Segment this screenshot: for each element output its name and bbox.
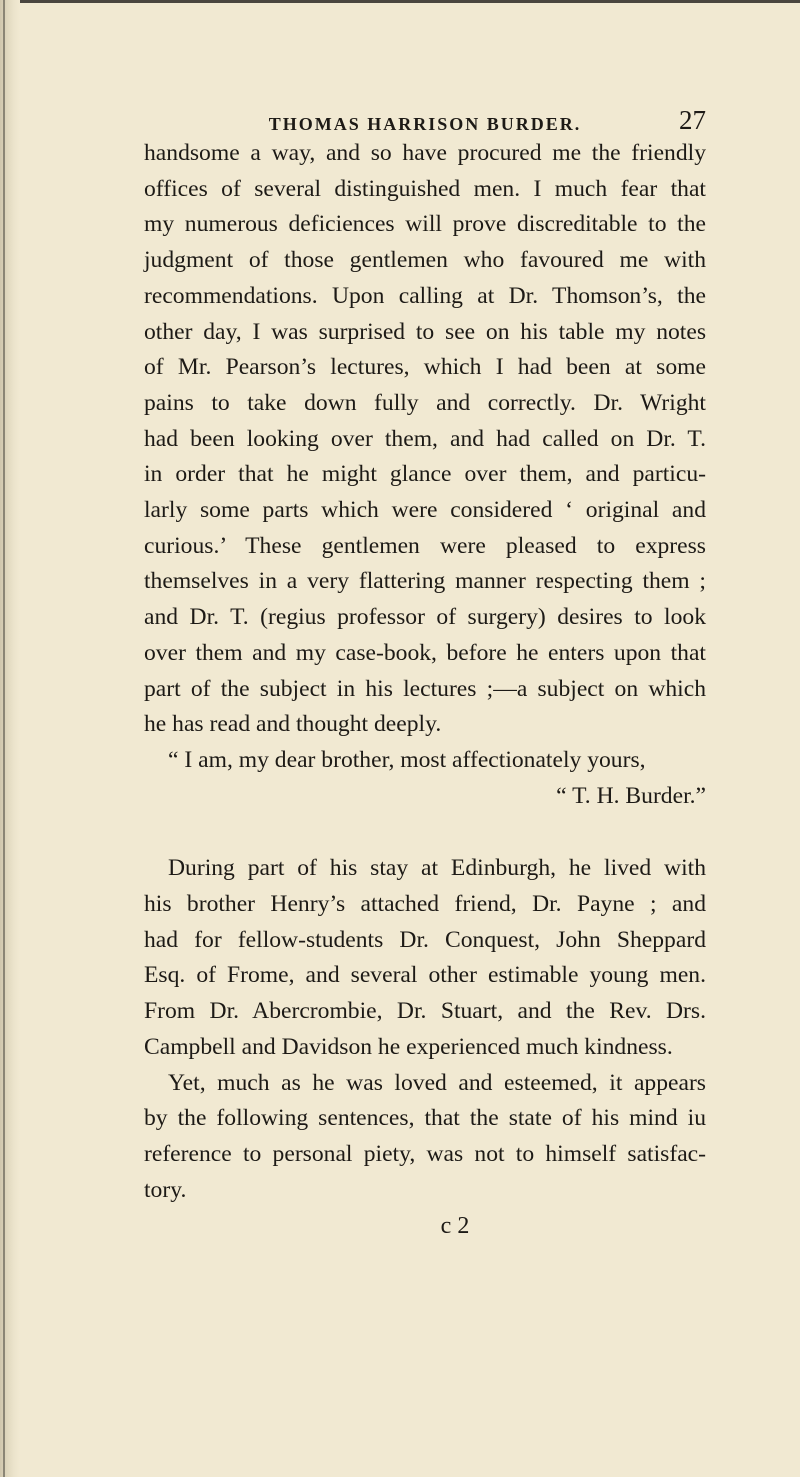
text-line: reference to personal piety, was not to himself satisfac- bbox=[144, 1140, 706, 1167]
text-line: my numerous deficiences will prove discreditable to the bbox=[144, 211, 706, 238]
page-header bbox=[144, 88, 706, 136]
text-line: larly some parts which were considered ‘ original and bbox=[144, 497, 706, 524]
gutter-line bbox=[3, 0, 5, 1477]
text-line: During part of his stay at Edinburgh, he lived with bbox=[168, 855, 706, 882]
paragraph-gap bbox=[144, 814, 706, 851]
text-line: curious.’ These gentlemen were pleased to express bbox=[144, 532, 706, 559]
body-text bbox=[144, 136, 706, 1244]
text-line: offices of several distinguished men. I much fear that bbox=[144, 175, 706, 202]
text-line: had for fellow-students Dr. Conquest, John Sheppard bbox=[144, 926, 706, 953]
letter-signature: “ T. H. Burder.” bbox=[556, 782, 706, 809]
text-line: by the following sentences, that the state of his mind iu bbox=[144, 1105, 706, 1132]
text-line: in order that he might glance over them, and particu- bbox=[144, 461, 706, 488]
paragraph-stay-edinburgh bbox=[144, 851, 706, 1065]
running-head: THOMAS HARRISON BURDER. bbox=[268, 114, 582, 134]
text-line: tory. bbox=[144, 1176, 187, 1203]
text-line: handsome a way, and so have procured me the friendly bbox=[144, 140, 706, 166]
signature-mark: c 2 bbox=[440, 1213, 470, 1240]
text-line: Campbell and Davidson he experienced much kindness. bbox=[144, 1033, 673, 1060]
book-page bbox=[144, 88, 706, 1244]
text-line: over them and my case-book, before he enters upon that bbox=[144, 639, 706, 666]
text-line: judgment of those gentlemen who favoured me with bbox=[144, 247, 706, 274]
paragraph-piety bbox=[144, 1066, 706, 1209]
text-line: part of the subject in his lectures ;—a subject on which bbox=[144, 675, 706, 702]
letter-paragraph bbox=[144, 136, 706, 814]
text-line: pains to take down fully and correctly. Dr. Wright bbox=[144, 389, 706, 416]
text-line: other day, I was surprised to see on his table my notes bbox=[144, 318, 706, 345]
text-line: Yet, much as he was loved and esteemed, it appears bbox=[168, 1069, 706, 1096]
page-top-rule bbox=[0, 0, 800, 3]
letter-closing: “ I am, my dear brother, most affectionately yours, bbox=[168, 746, 646, 773]
text-line: recommendations. Upon calling at Dr. Thomson’s, the bbox=[144, 282, 706, 309]
text-line: From Dr. Abercrombie, Dr. Stuart, and the Rev. Drs. bbox=[144, 998, 706, 1025]
text-line: Esq. of Frome, and several other estimable young men. bbox=[144, 962, 706, 989]
text-line: themselves in a very flattering manner respecting them ; bbox=[144, 568, 706, 595]
text-line: and Dr. T. (regius professor of surgery) desires to look bbox=[144, 604, 706, 631]
text-line: of Mr. Pearson’s lectures, which I had been at some bbox=[144, 354, 706, 381]
text-line: he has read and thought deeply. bbox=[144, 711, 442, 738]
text-line: his brother Henry’s attached friend, Dr. Payne ; and bbox=[144, 891, 706, 918]
text-line: had been looking over them, and had called on Dr. T. bbox=[144, 425, 706, 452]
page-number: 27 bbox=[679, 105, 706, 135]
